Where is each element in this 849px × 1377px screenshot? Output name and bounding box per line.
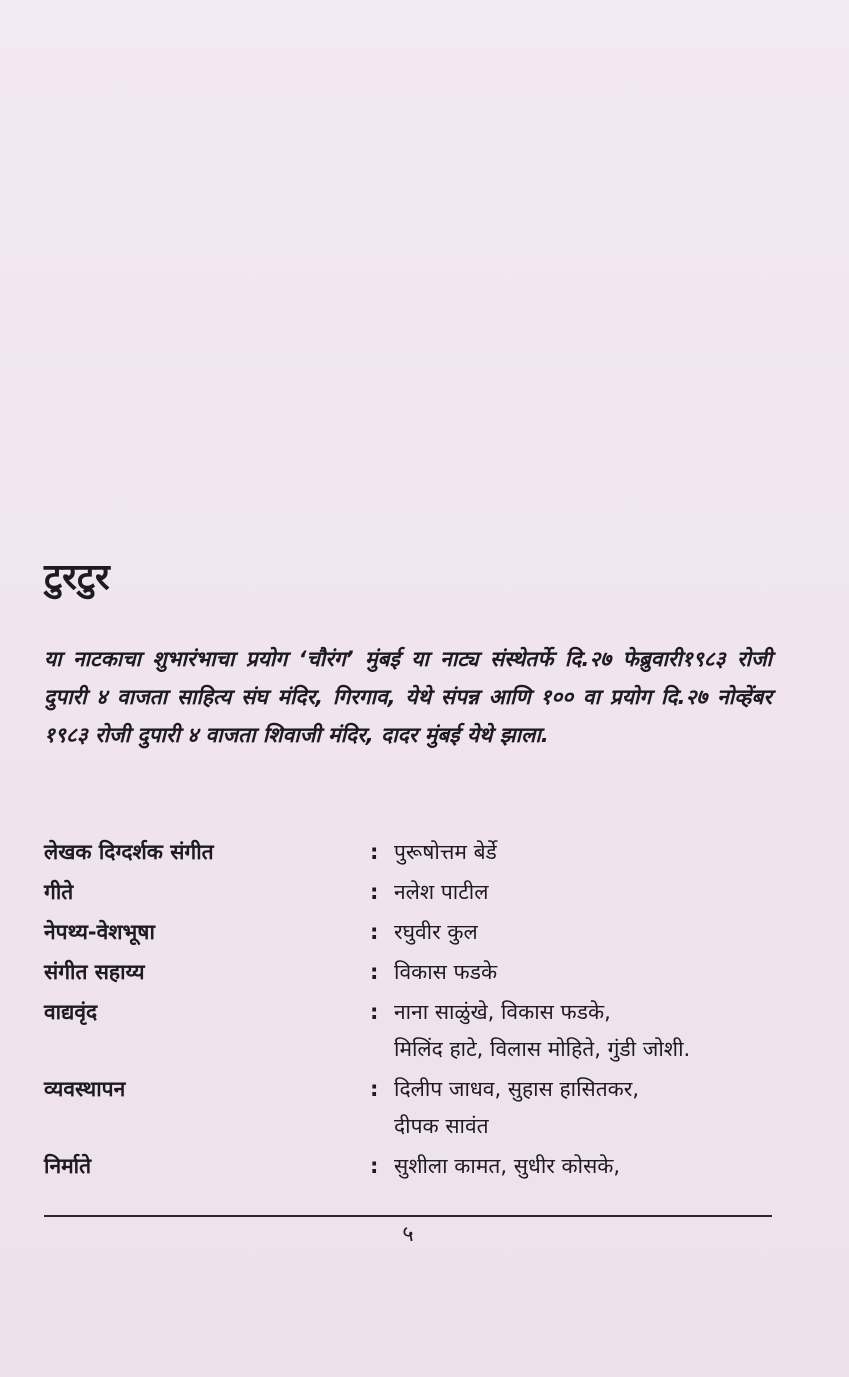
- credit-name-line: मिलिंद हाटे, विलास मोहिते, गुंडी जोशी.: [394, 1037, 691, 1061]
- credit-role: गीते: [44, 880, 74, 904]
- credit-names: [394, 914, 784, 951]
- credit-names: [394, 1071, 784, 1145]
- credit-row-writer: [44, 834, 784, 871]
- credit-row-producers: [44, 1148, 784, 1185]
- credit-colon: :: [370, 1154, 379, 1178]
- credit-role: नेपथ्य-वेशभूषा: [44, 920, 155, 944]
- credit-row-lyrics: [44, 874, 784, 911]
- credit-role: वाद्यवृंद: [44, 1000, 98, 1024]
- credits-list: [44, 834, 784, 1188]
- credit-row-orchestra: [44, 994, 784, 1068]
- credit-name-line: नाना साळुंखे, विकास फडके,: [394, 1000, 611, 1024]
- credit-name-line: पुरूषोत्तम बेर्डे: [394, 840, 497, 864]
- credit-names: [394, 954, 784, 991]
- credit-colon: :: [370, 960, 379, 984]
- play-title: टुरटुर: [44, 557, 110, 598]
- credit-name-line: नलेश पाटील: [394, 880, 489, 904]
- credit-row-music-assistant: [44, 954, 784, 991]
- page-number: ५: [402, 1222, 414, 1247]
- credit-names: [394, 1148, 784, 1185]
- credit-colon: :: [370, 880, 379, 904]
- premiere-paragraph: या नाटकाचा शुभारंभाचा प्रयोग ‘चौरंग’ मुंबई या नाट्य संस्थेतर्फे दि.२७ फेब्रुवारी१९८३ रोजी दुपारी ४ वाजता साहित्य संघ मंदिर, गिरगाव, येथे संपन्न आणि १०० वा प्रयोग दि.२७ नोव्हेंबर १९८३ रोजी दुपारी ४ वाजता शिवाजी मंदिर, दादर मुंबई येथे झाला.: [44, 647, 772, 747]
- credit-names: [394, 874, 784, 911]
- credit-name-line: विकास फडके: [394, 960, 498, 984]
- credit-colon: :: [370, 1000, 379, 1024]
- credit-role: लेखक दिग्दर्शक संगीत: [44, 840, 214, 864]
- credit-names: [394, 994, 784, 1068]
- credit-colon: :: [370, 1077, 379, 1101]
- credit-names: [394, 834, 784, 871]
- credit-role: संगीत सहाय्य: [44, 960, 145, 984]
- credit-row-management: [44, 1071, 784, 1145]
- credit-role: व्यवस्थापन: [44, 1077, 126, 1101]
- credit-row-set-costume: [44, 914, 784, 951]
- credit-name-line: दिलीप जाधव, सुहास हासितकर,: [394, 1077, 640, 1101]
- credit-name-line: सुशीला कामत, सुधीर कोसके,: [394, 1154, 621, 1178]
- footer-rule: [44, 1215, 772, 1217]
- credit-role: निर्माते: [44, 1154, 92, 1178]
- credit-colon: :: [370, 920, 379, 944]
- credit-name-line: दीपक सावंत: [394, 1114, 489, 1138]
- credit-colon: :: [370, 840, 379, 864]
- credit-name-line: रघुवीर कुल: [394, 920, 478, 944]
